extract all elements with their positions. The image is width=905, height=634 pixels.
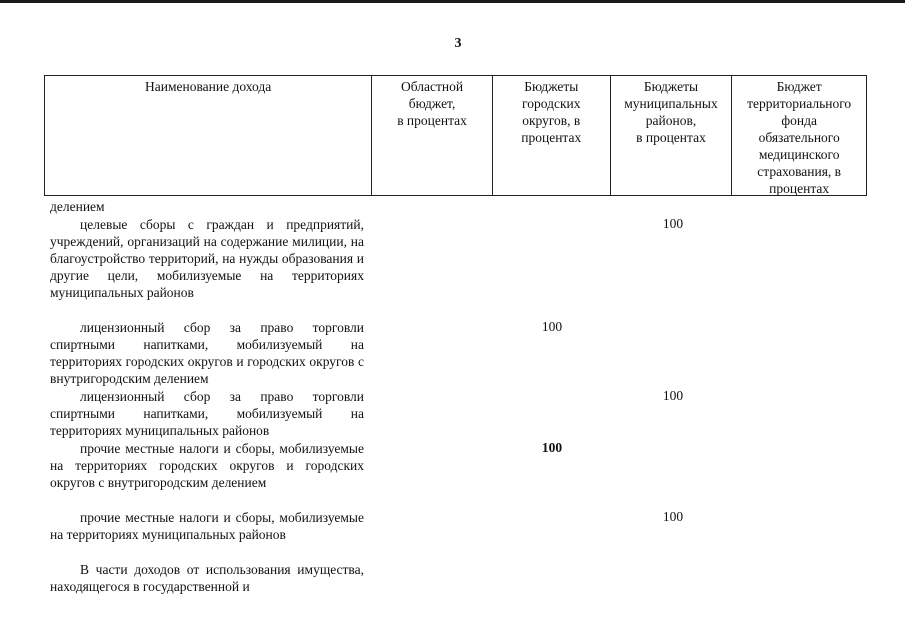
header-regional-budget: Областной бюджет, в процентах: [372, 76, 493, 195]
top-border-line: [0, 0, 905, 3]
header-city-budgets: Бюджеты городских округов, в процентах: [493, 76, 611, 195]
row-income-name: прочие местные налоги и сборы, мобилизуемые на территориях муниципальных районов: [50, 510, 364, 542]
row-income-name: целевые сборы с граждан и предприятий, учреждений, организаций на содержание милиции, на благоустройство территорий, на нужды образования и другие цели, мобилизуемые на территориях муниципальных районов: [50, 217, 364, 300]
page-number: 3: [454, 36, 462, 51]
table-row: [50, 509, 364, 543]
continuation-text: [50, 198, 364, 215]
row-income-name: В части доходов от использования имущества, находящегося в государственной и: [50, 562, 364, 594]
row-city-value: 100: [541, 319, 563, 334]
header-income-name: Наименование дохода: [45, 76, 372, 195]
continuation-line: делением: [50, 199, 105, 214]
row-municipal-value: 100: [662, 216, 684, 231]
table-row: [50, 319, 364, 387]
row-city-value: 100: [541, 440, 563, 455]
row-municipal-value: 100: [662, 388, 684, 403]
table-header: [44, 75, 867, 196]
table-row: [50, 216, 364, 301]
table-row: [50, 440, 364, 491]
header-medical-fund: Бюджет территориального фонда обязательного медицинского страхования, в процентах: [747, 79, 852, 196]
table-row: [50, 561, 364, 595]
row-income-name: лицензионный сбор за право торговли спиртными напитками, мобилизуемый на территориях муниципальных районов: [50, 389, 364, 438]
row-municipal-value: 100: [662, 509, 684, 524]
table-row: [50, 388, 364, 439]
row-income-name: прочие местные налоги и сборы, мобилизуемые на территориях городских округов и городских округов с внутригородским делением: [50, 441, 364, 490]
header-municipal-budgets: Бюджеты муниципальных районов, в процентах: [611, 76, 733, 195]
row-income-name: лицензионный сбор за право торговли спиртными напитками, мобилизуемый на территориях городских округов и городских округов с внутригородским делением: [50, 320, 364, 386]
